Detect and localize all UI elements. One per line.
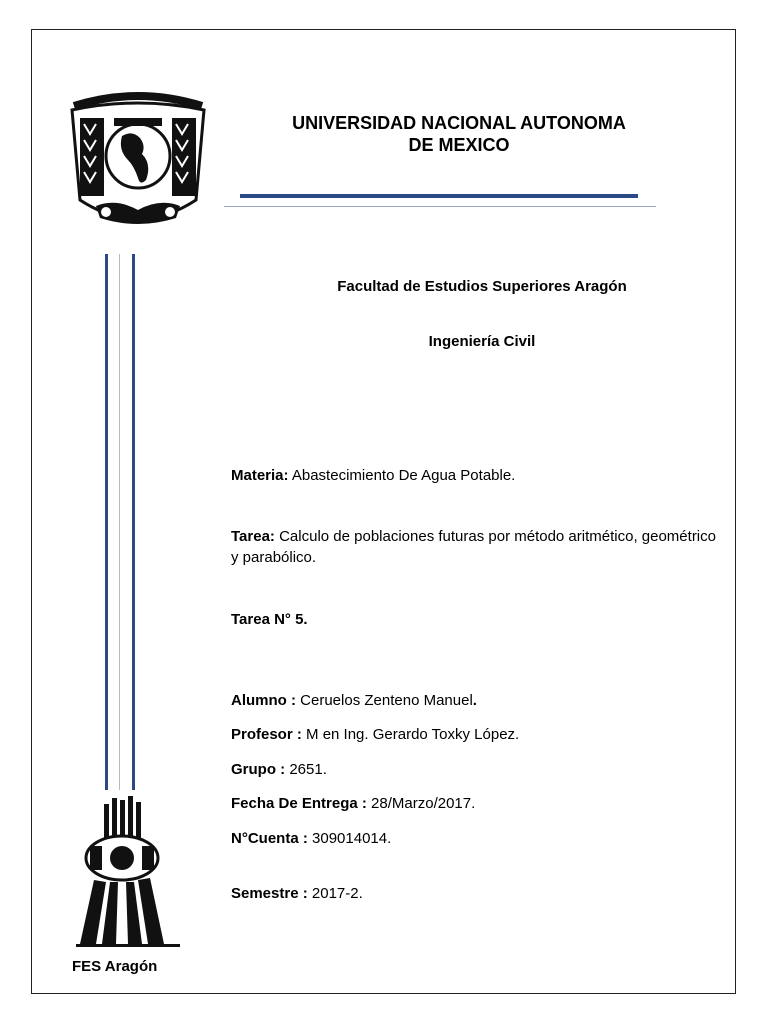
header-rule-thin xyxy=(224,206,656,207)
vertical-stripe-left xyxy=(105,254,108,790)
alumno-label: Alumno : xyxy=(231,692,296,709)
university-title-line2: DE MEXICO xyxy=(408,135,510,155)
grupo-label: Grupo : xyxy=(231,761,286,778)
profesor-value: M en Ing. Gerardo Toxky López. xyxy=(301,726,520,743)
alumno-value: Ceruelos Zenteno Manuel xyxy=(296,692,473,709)
field-semestre xyxy=(231,883,731,904)
vertical-stripe-middle xyxy=(119,254,120,790)
tarea-label: Tarea: xyxy=(231,528,275,545)
fecha-label: Fecha De Entrega : xyxy=(231,795,367,812)
field-fecha xyxy=(231,793,731,814)
materia-label: Materia: xyxy=(231,467,289,484)
semestre-value: 2017-2. xyxy=(307,885,363,902)
unam-shield-icon xyxy=(66,88,210,230)
field-profesor xyxy=(231,724,731,745)
university-title-line1: UNIVERSIDAD NACIONAL AUTONOMA xyxy=(292,113,626,133)
tarea-value: Calculo de poblaciones futuras por método aritmético, geométrico y parabólico. xyxy=(231,528,716,566)
faculty-name: Facultad de Estudios Superiores Aragón xyxy=(337,278,627,295)
header-rule-thick xyxy=(240,194,638,198)
fes-aragon-label: FES Aragón xyxy=(72,958,158,975)
field-alumno xyxy=(231,690,731,711)
fecha-value: 28/Marzo/2017. xyxy=(366,795,476,812)
alumno-period: . xyxy=(472,692,477,709)
field-grupo xyxy=(231,759,731,780)
cuenta-value: 309014014. xyxy=(307,830,392,847)
tarea-number: Tarea N° 5. xyxy=(231,611,308,628)
fes-aragon-logo-icon xyxy=(76,796,182,954)
cuenta-label: N°Cuenta : xyxy=(231,830,308,847)
semestre-label: Semestre : xyxy=(231,885,308,902)
field-tarea xyxy=(231,526,726,568)
field-materia xyxy=(231,465,731,486)
materia-value: Abastecimiento De Agua Potable. xyxy=(288,467,516,484)
vertical-stripe-right xyxy=(132,254,135,790)
grupo-value: 2651. xyxy=(285,761,327,778)
career-name: Ingeniería Civil xyxy=(428,333,536,350)
university-title xyxy=(240,112,678,156)
profesor-label: Profesor : xyxy=(231,726,302,743)
field-cuenta xyxy=(231,828,731,849)
